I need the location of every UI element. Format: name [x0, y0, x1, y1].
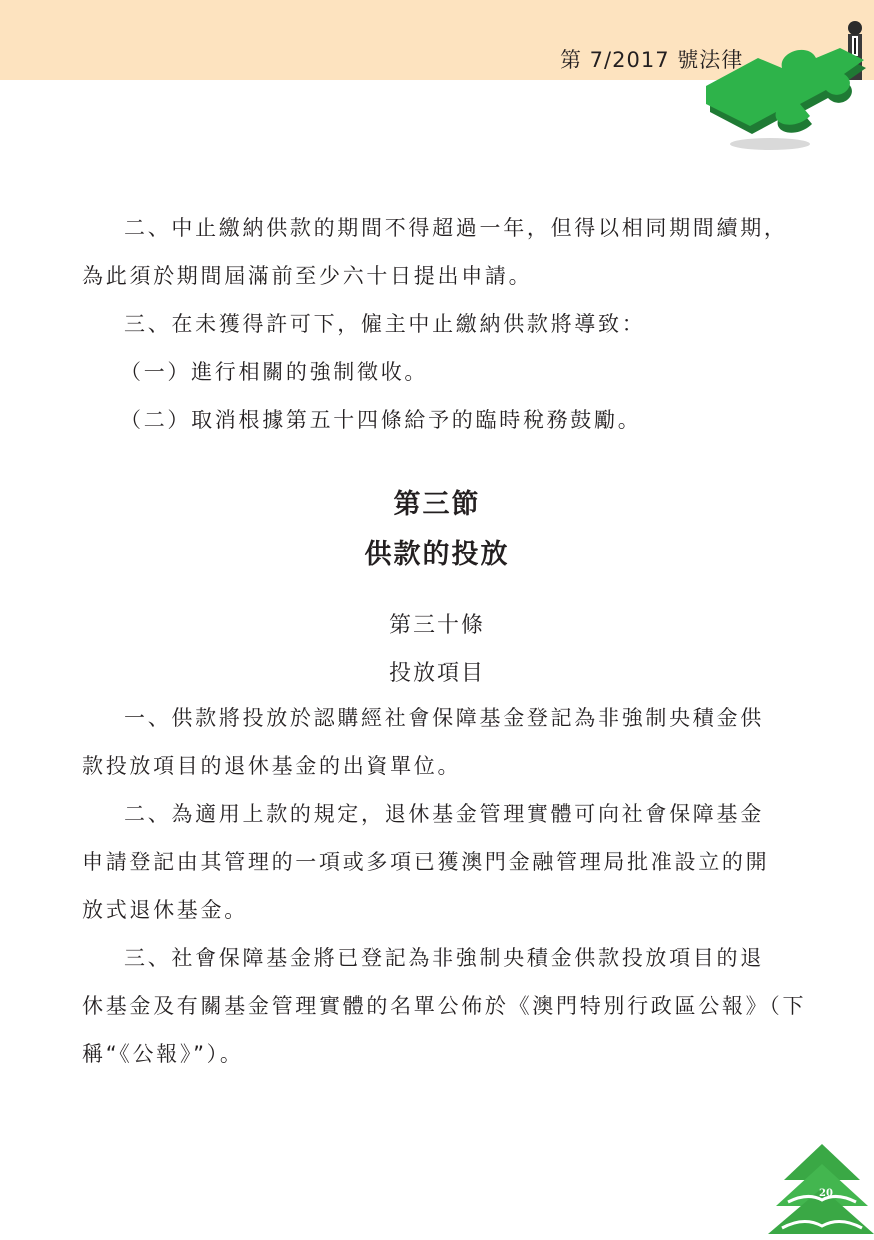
article-paragraph-2-line-2: 申請登記由其管理的一項或多項已獲澳門金融管理局批准設立的開 [82, 850, 770, 874]
page-number: 20 [819, 1188, 833, 1199]
item-1: （一）進行相關的強制徵收。 [120, 360, 429, 384]
article-number: 第三十條 [388, 613, 485, 638]
article-paragraph-1-line-1: 一、供款將投放於認購經社會保障基金登記為非強制央積金供 [124, 706, 764, 730]
header-title: 第 7/2017 號法律 [560, 48, 744, 72]
article-paragraph-3-line-3: 稱“《公報》”）。 [82, 1042, 244, 1066]
article-paragraph-2-line-1: 二、為適用上款的規定，退休基金管理實體可向社會保障基金 [124, 802, 764, 826]
article-paragraph-3-line-1: 三、社會保障基金將已登記為非強制央積金供款投放項目的退 [124, 946, 764, 970]
article-paragraph-1-line-2: 款投放項目的退休基金的出資單位。 [82, 754, 462, 778]
section-number: 第三節 [393, 489, 481, 520]
article-paragraph-2-line-3: 放式退休基金。 [82, 898, 248, 922]
article-paragraph-3-line-2: 休基金及有關基金管理實體的名單公佈於《澳門特別行政區公報》（下 [82, 994, 807, 1018]
paragraph-2-line-2: 為此須於期間屆滿前至少六十日提出申請。 [82, 264, 533, 288]
paragraph-2-line-1: 二、中止繳納供款的期間不得超過一年，但得以相同期間續期， [124, 216, 788, 240]
section-title: 供款的投放 [364, 539, 510, 570]
paragraph-3: 三、在未獲得許可下，僱主中止繳納供款將導致： [124, 312, 646, 336]
puzzle-piece-illustration [700, 16, 874, 156]
article-title: 投放項目 [388, 661, 485, 686]
item-2: （二）取消根據第五十四條給予的臨時稅務鼓勵。 [120, 408, 642, 432]
